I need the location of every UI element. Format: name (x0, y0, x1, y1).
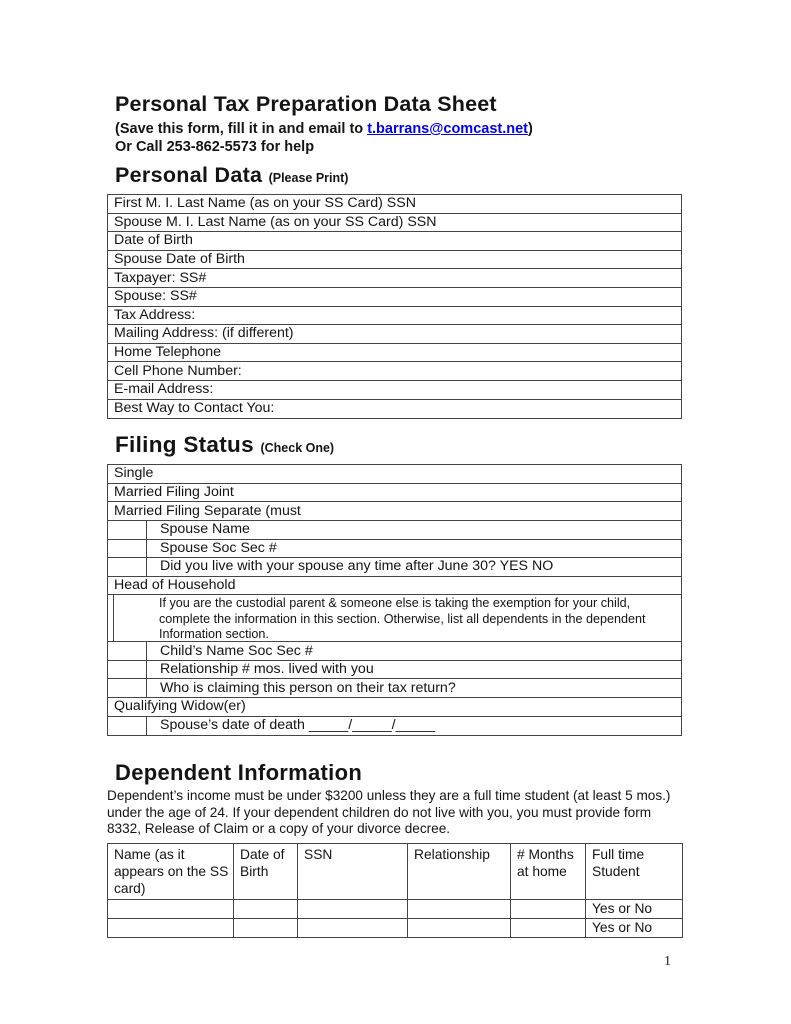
save-instruction-prefix: (Save this form, fill it in and email to (115, 121, 368, 137)
row-label: Spouse Name (160, 521, 250, 538)
row-label: First M. I. Last Name (as on your SS Card) SSN (114, 195, 416, 212)
filing-status-heading-text: Filing Status (115, 432, 254, 458)
filing-status-subrow (108, 558, 681, 577)
filing-status-subrow (108, 717, 681, 736)
row-label: E-mail Address: (114, 381, 214, 398)
dependent-table (107, 843, 683, 938)
indent-cell (108, 717, 147, 736)
yes-or-no-cell: Yes or No (586, 919, 683, 938)
custodial-parent-note-row (108, 595, 681, 642)
filing-status-row (108, 698, 681, 717)
relationship-cell (408, 900, 511, 919)
personal-data-row (108, 325, 681, 344)
row-label: Spouse’s date of death _____/_____/_____ (160, 717, 436, 734)
row-label: Spouse Soc Sec # (160, 539, 277, 556)
dob-cell (234, 900, 298, 919)
column-header-ssn: SSN (298, 844, 408, 900)
filing-status-table (107, 464, 682, 736)
personal-data-row (108, 232, 681, 251)
dependent-row (108, 900, 683, 919)
filing-status-subrow (108, 679, 681, 698)
column-header-student: Full time Student (586, 844, 683, 900)
indent-cell (108, 661, 147, 679)
column-header-relationship: Relationship (408, 844, 511, 900)
indent-cell (108, 642, 147, 660)
personal-data-row (108, 214, 681, 233)
column-header-months: # Months at home (511, 844, 586, 900)
row-label: Did you live with your spouse any time after June 30? YES NO (160, 558, 554, 575)
custodial-parent-note: If you are the custodial parent & someone else is taking the exemption for your child, complete the information in this section. Otherwise, list all dependents in the dependent Information section. (159, 596, 646, 642)
personal-data-row (108, 400, 681, 419)
row-label: Spouse: SS# (114, 288, 197, 305)
personal-data-row (108, 195, 681, 214)
filing-status-subrow (108, 661, 681, 680)
please-print-note: (Please Print) (268, 171, 349, 185)
row-label: Relationship # mos. lived with you (160, 661, 374, 678)
yes-or-no-cell: Yes or No (586, 900, 683, 919)
filing-status-row (108, 502, 681, 521)
row-label: Tax Address: (114, 306, 196, 323)
indent-cell (108, 540, 147, 558)
months-cell (511, 919, 586, 938)
ssn-cell (298, 900, 408, 919)
row-label: Home Telephone (114, 344, 222, 361)
dependent-table-header-row (108, 844, 683, 900)
page-title: Personal Tax Preparation Data Sheet (115, 92, 497, 116)
filing-status-subrow (108, 642, 681, 661)
row-label: Qualifying Widow(er) (114, 698, 246, 715)
personal-data-row (108, 269, 681, 288)
row-label: Date of Birth (114, 232, 193, 249)
filing-status-subrow (108, 540, 681, 559)
column-header-name: Name (as it appears on the SS card) (108, 844, 234, 900)
filing-status-row (108, 484, 681, 503)
filing-status-heading (115, 431, 682, 462)
email-link[interactable]: t.barrans@comcast.net (367, 121, 528, 137)
indent-cell (108, 679, 147, 697)
personal-data-heading-text: Personal Data (115, 163, 263, 187)
row-label: Who is claiming this person on their tax return? (160, 679, 456, 696)
row-label: Married Filing Joint (114, 484, 234, 501)
filing-status-row (108, 465, 681, 484)
row-label: Taxpayer: SS# (114, 269, 207, 286)
filing-status-subrow (108, 521, 681, 540)
personal-data-row (108, 288, 681, 307)
row-label: Spouse M. I. Last Name (as on your SS Card) SSN (114, 213, 437, 230)
personal-data-row (108, 307, 681, 326)
name-cell (108, 919, 234, 938)
row-label: Married Filing Separate (must (114, 502, 301, 519)
ssn-cell (298, 919, 408, 938)
name-cell (108, 900, 234, 919)
personal-data-table (107, 194, 682, 419)
relationship-cell (408, 919, 511, 938)
row-label: Best Way to Contact You: (114, 400, 275, 417)
dob-cell (234, 919, 298, 938)
phone-help-line: Or Call 253-862-5573 for help (115, 139, 315, 155)
personal-data-row (108, 251, 681, 270)
row-label: Head of Household (114, 576, 236, 593)
row-label: Single (114, 465, 154, 482)
indent-cell (108, 558, 147, 576)
row-label: Spouse Date of Birth (114, 251, 245, 268)
filing-status-row (108, 577, 681, 596)
dependent-description: Dependent’s income must be under $3200 unless they are a full time student (at least 5 mos.) under the age of 24. If your dependent children do not live with you, you must provide form 8332, Release of Claim or a copy of your divorce decree. (107, 788, 671, 836)
personal-data-row (108, 362, 681, 381)
dependent-info-heading: Dependent Information (115, 760, 363, 786)
dependent-row (108, 919, 683, 938)
page-number: 1 (664, 954, 671, 969)
check-one-note: (Check One) (260, 441, 335, 456)
personal-data-heading (115, 162, 682, 192)
column-header-dob: Date of Birth (234, 844, 298, 900)
personal-data-row (108, 344, 681, 363)
months-cell (511, 900, 586, 919)
row-label: Child’s Name Soc Sec # (160, 642, 313, 659)
personal-data-row (108, 381, 681, 400)
save-instruction-suffix: ) (528, 121, 533, 137)
row-label: Cell Phone Number: (114, 362, 242, 379)
indent-cell (108, 521, 147, 539)
document-content (107, 0, 682, 938)
row-label: Mailing Address: (if different) (114, 325, 294, 342)
save-instruction-line (115, 120, 682, 138)
